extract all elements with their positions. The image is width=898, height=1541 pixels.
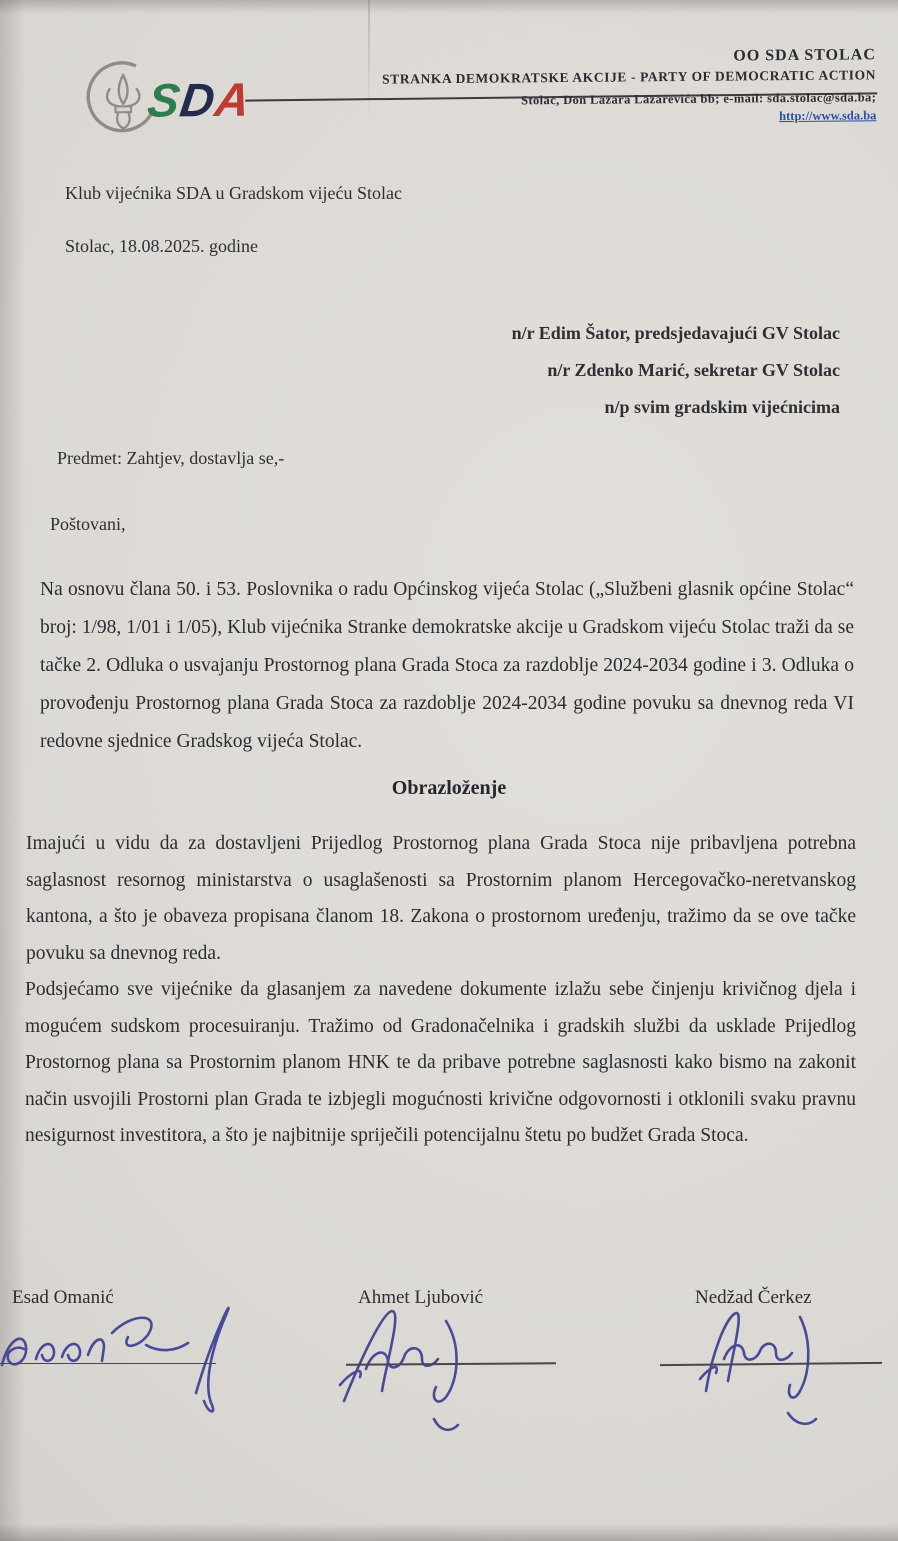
sender-block — [65, 183, 898, 257]
logo-letter-a: A — [212, 72, 254, 126]
letterhead — [0, 0, 898, 149]
sda-logo — [84, 60, 254, 139]
logo-letter-d: D — [177, 72, 220, 126]
body-paragraph-2: Imajući u vidu da za dostavljeni Prijedlog Prostornog plana Grada Stoca nije pribavljena potrebna saglasnost resornog ministarstva o usaglašenosti sa Prostornim planom Hercegovačko-neretvanskog kantona, a što je obaveza propisana članom 18. Zakona o prostornom uređenju, tražimo da se ove tačke povuku sa dnevnog reda. — [26, 833, 856, 964]
section-heading: Obrazloženje — [391, 777, 507, 799]
org-contact-line: Stolac, Don Lazara Lazarevića bb; e-mail: sda.stolac@sda.ba; — [521, 90, 877, 108]
logo-letter-s: S — [144, 72, 185, 127]
handwritten-signature-1 — [0, 1273, 300, 1473]
org-full-name: STRANKA DEMOKRATSKE AKCIJE - PARTY OF DEMOCRATIC ACTION — [382, 67, 877, 87]
recipients-block — [0, 315, 840, 426]
signatory-name-3: Nedžad Čerkez — [695, 1286, 812, 1308]
signature-section — [0, 1273, 898, 1473]
letterhead-text — [382, 46, 877, 128]
signatory-name-1: Esad Omanić — [12, 1286, 114, 1308]
signatory-block-1 — [0, 1273, 300, 1473]
salutation: Poštovani, — [50, 514, 126, 534]
handwritten-signature-3 — [648, 1273, 898, 1473]
body-paragraph-3: Podsjećamo sve vijećnike da glasanjem za navedene dokumente izlažu sebe činjenju krivičnog djela i mogućem sudskom procesuiranju. Tražimo od Gradonačelnika i gradskih službi da usklade Prijedlog Prostornog plana sa Prostornim planom HNK te da pribave potrebne saglasnosti kako bismo na zakonit način usvojili Prostorni plan Grada te izbjegli mogućnosti krivične odgovornosti i otklonili svaku pravnu nesigurnost investitora, a što je najbitnije spriječili potencijalnu štetu po budžet Grada Stoca. — [25, 979, 856, 1146]
signatory-block-2 — [330, 1273, 570, 1473]
org-website-link: http://www.sda.ba — [779, 108, 877, 124]
recipient-line-1: n/r Edim Šator, predsjedavajući GV Stolac — [511, 323, 840, 343]
logo-wordmark — [144, 72, 254, 127]
date-line: Stolac, 18.08.2025. godine — [65, 236, 258, 256]
signatory-block-3 — [648, 1273, 898, 1473]
signatory-name-2: Ahmet Ljubović — [358, 1286, 484, 1308]
signature-line-1 — [0, 1363, 216, 1365]
handwritten-signature-2 — [330, 1273, 570, 1473]
recipient-line-2: n/r Zdenko Marić, sekretar GV Stolac — [547, 360, 840, 380]
recipient-line-3: n/p svim gradskim vijećnicima — [604, 397, 840, 417]
org-short-name: OO SDA STOLAC — [733, 46, 876, 65]
sender-line: Klub vijećnika SDA u Gradskom vijeću Stolac — [65, 183, 402, 203]
body-paragraph-1: Na osnovu člana 50. i 53. Poslovnika o radu Općinskog vijeća Stolac („Službeni glasnik općine Stolac“ broj: 1/98, 1/01 i 1/05), Klub vijećnika Stranke demokratske akcije u Gradskom vijeću Stolac traži da se tačke 2. Odluka o usvajanju Prostornog plana Grada Stoca za razdoblje 2024-2034 godine i 3. Odluka o provođenju Prostornog plana Grada Stoca za razdoblje 2024-2034 godine povuku sa dnevnog reda VI redovne sjednice Gradskog vijeća Stolac. — [40, 579, 854, 752]
subject-line: Predmet: Zahtjev, dostavlja se,- — [57, 448, 285, 468]
